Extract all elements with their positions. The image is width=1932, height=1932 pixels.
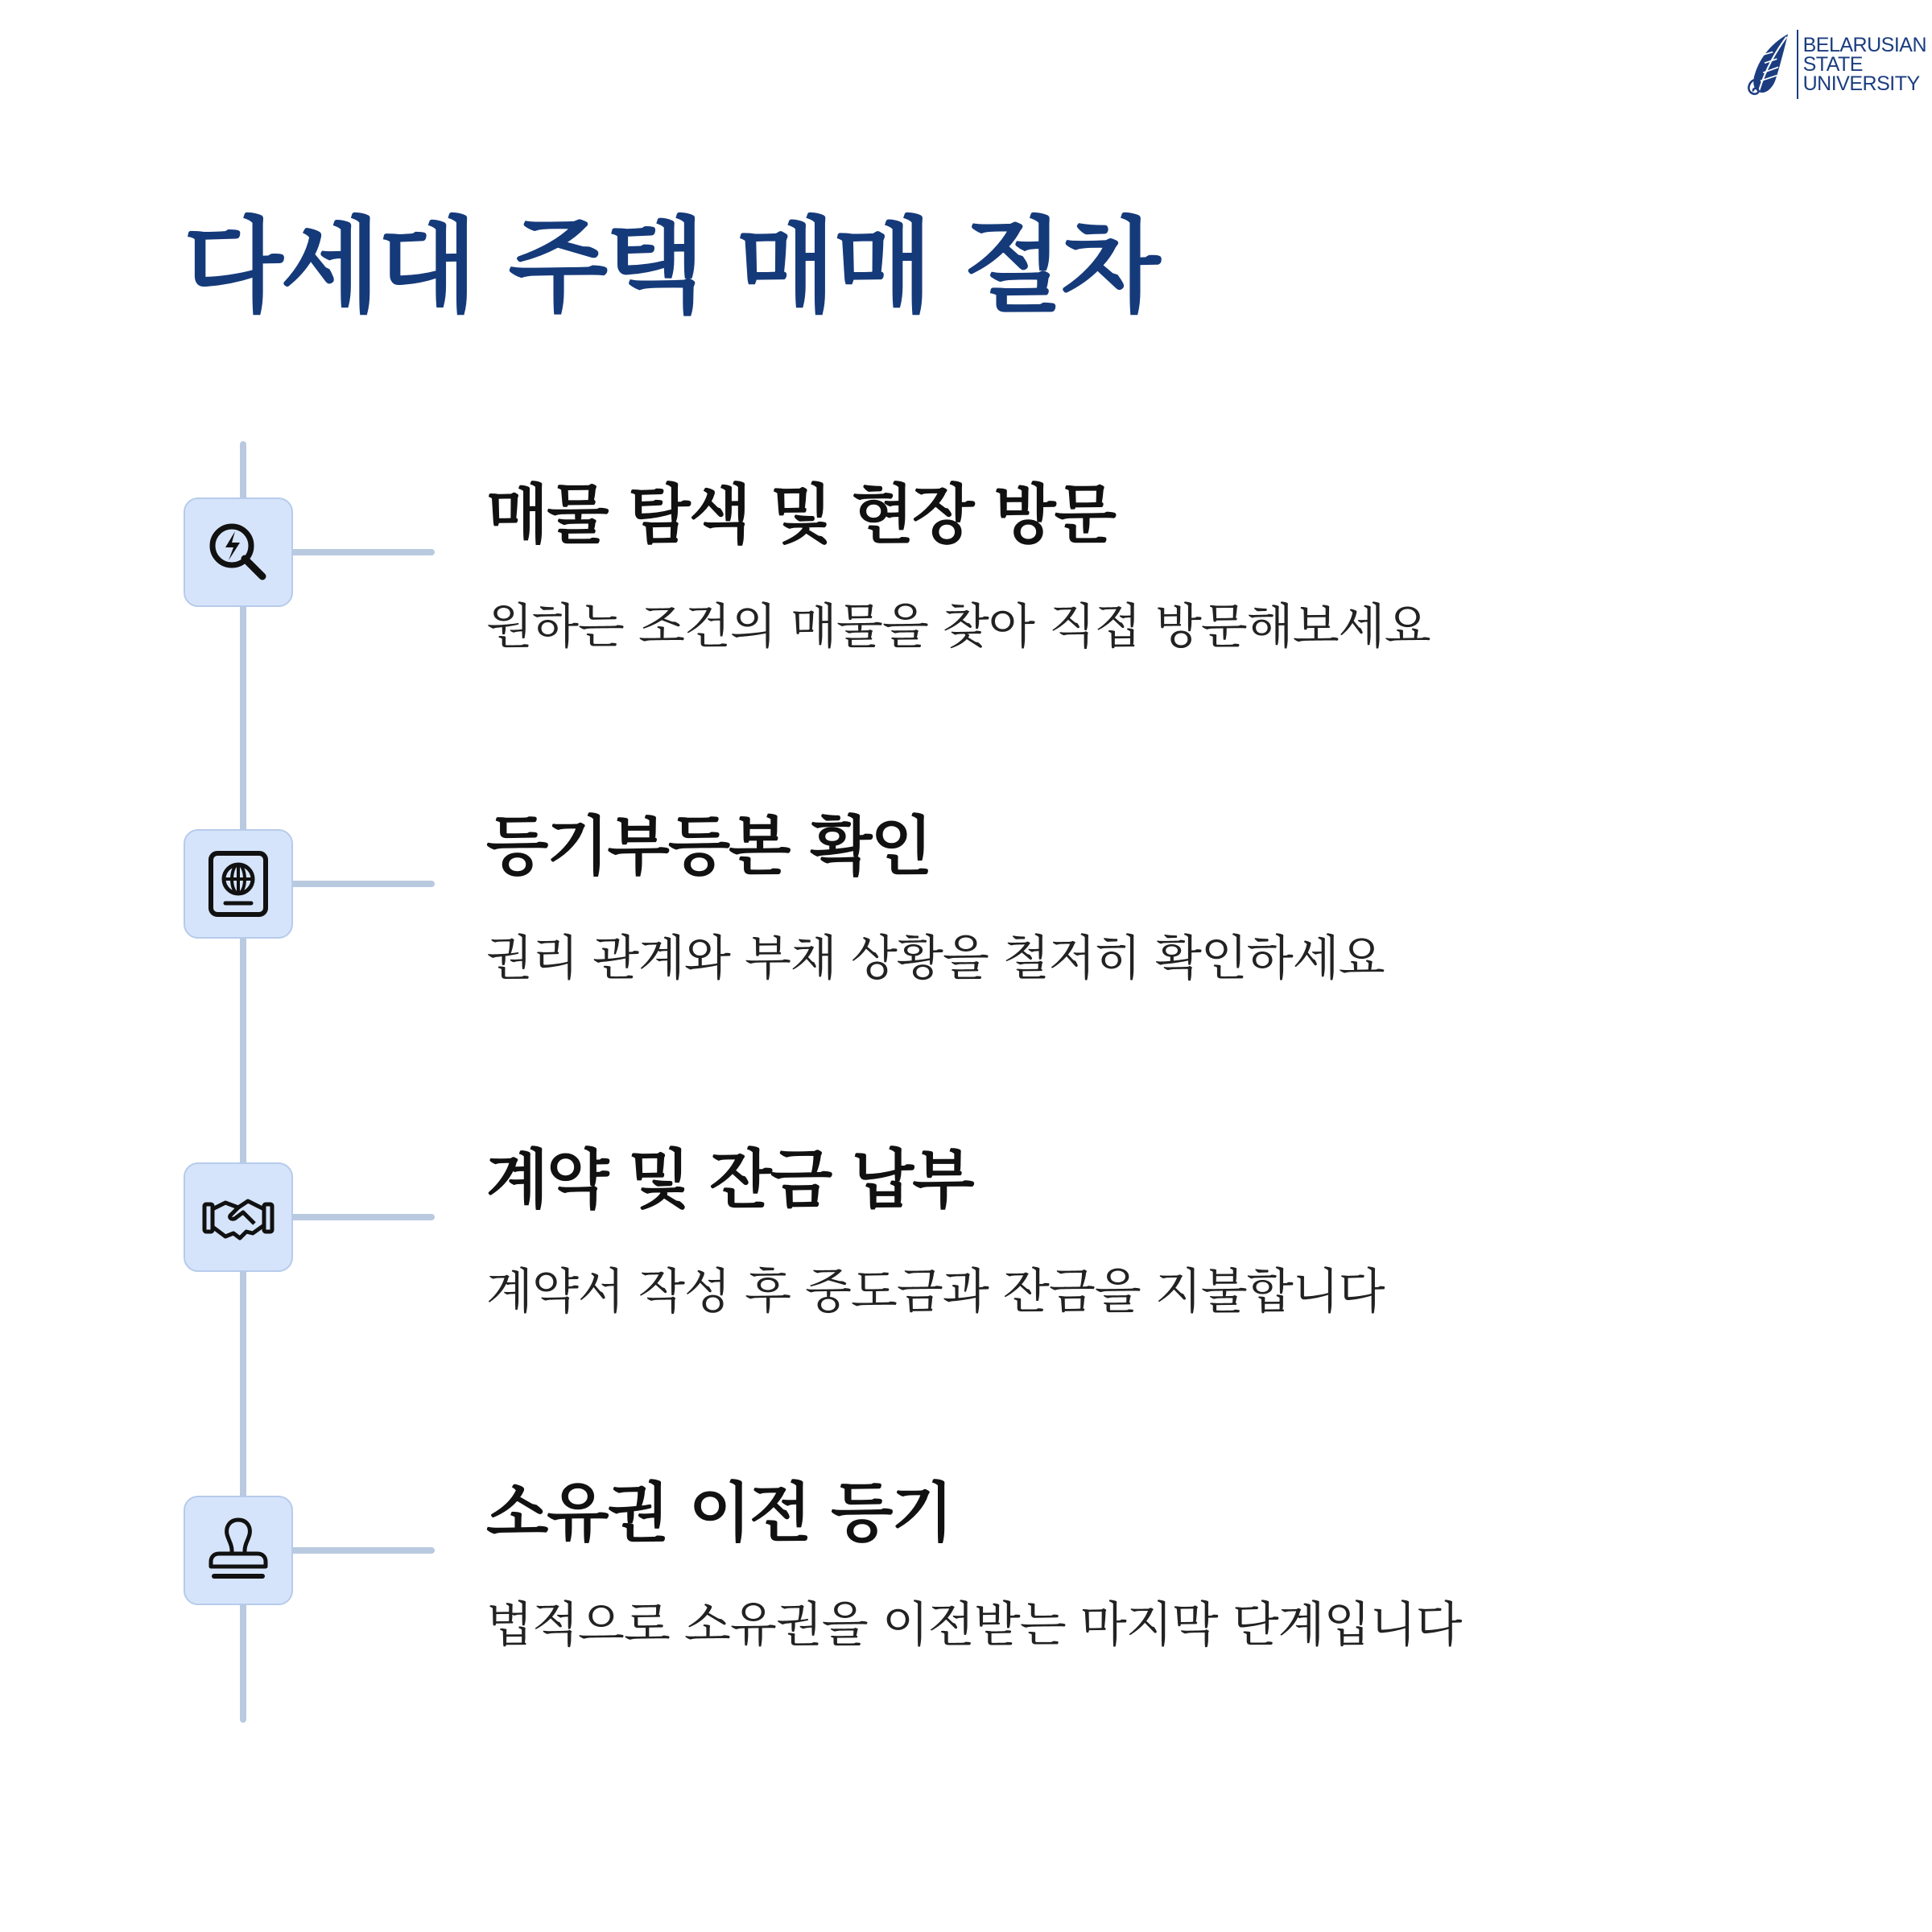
step-title: 매물 탐색 및 현장 방문 (486, 477, 1115, 552)
step-connector (293, 1214, 435, 1220)
step-icon-box (184, 1162, 293, 1272)
page-title: 다세대 주택 매매 절차 (184, 207, 1158, 327)
search-lightning-icon (201, 515, 275, 589)
step-connector (293, 1547, 435, 1554)
step-description: 계약서 작성 후 중도금과 잔금을 지불합니다 (486, 1264, 1385, 1320)
step-icon-box (184, 497, 293, 607)
timeline-step (0, 477, 1932, 655)
logo-divider (1797, 30, 1798, 99)
logo-line-3: UNIVERSITY (1802, 72, 1920, 95)
timeline-step (0, 1476, 1932, 1653)
timeline-step (0, 809, 1932, 987)
step-connector (293, 549, 435, 555)
step-icon-box (184, 1496, 293, 1605)
step-icon-box (184, 829, 293, 939)
feather-logo-icon (1745, 26, 1794, 103)
logo-line-2: STATE (1802, 53, 1863, 76)
passport-icon (201, 847, 275, 921)
step-description: 원하는 조건의 매물을 찾아 직접 방문해보세요 (486, 599, 1430, 655)
step-description: 권리 관계와 부채 상황을 철저히 확인하세요 (486, 931, 1385, 987)
logo-text (1803, 35, 1926, 93)
step-title: 계약 및 잔금 납부 (486, 1142, 973, 1217)
logo-line-1: BELARUSIAN (1802, 34, 1926, 56)
step-connector (293, 881, 435, 887)
handshake-icon (201, 1180, 275, 1254)
university-logo (1745, 24, 1926, 105)
stamp-icon (201, 1513, 275, 1587)
timeline-step (0, 1142, 1932, 1320)
step-title: 등기부등본 확인 (486, 809, 931, 884)
step-description: 법적으로 소유권을 이전받는 마지막 단계입니다 (486, 1597, 1462, 1653)
step-title: 소유권 이전 등기 (486, 1476, 952, 1550)
